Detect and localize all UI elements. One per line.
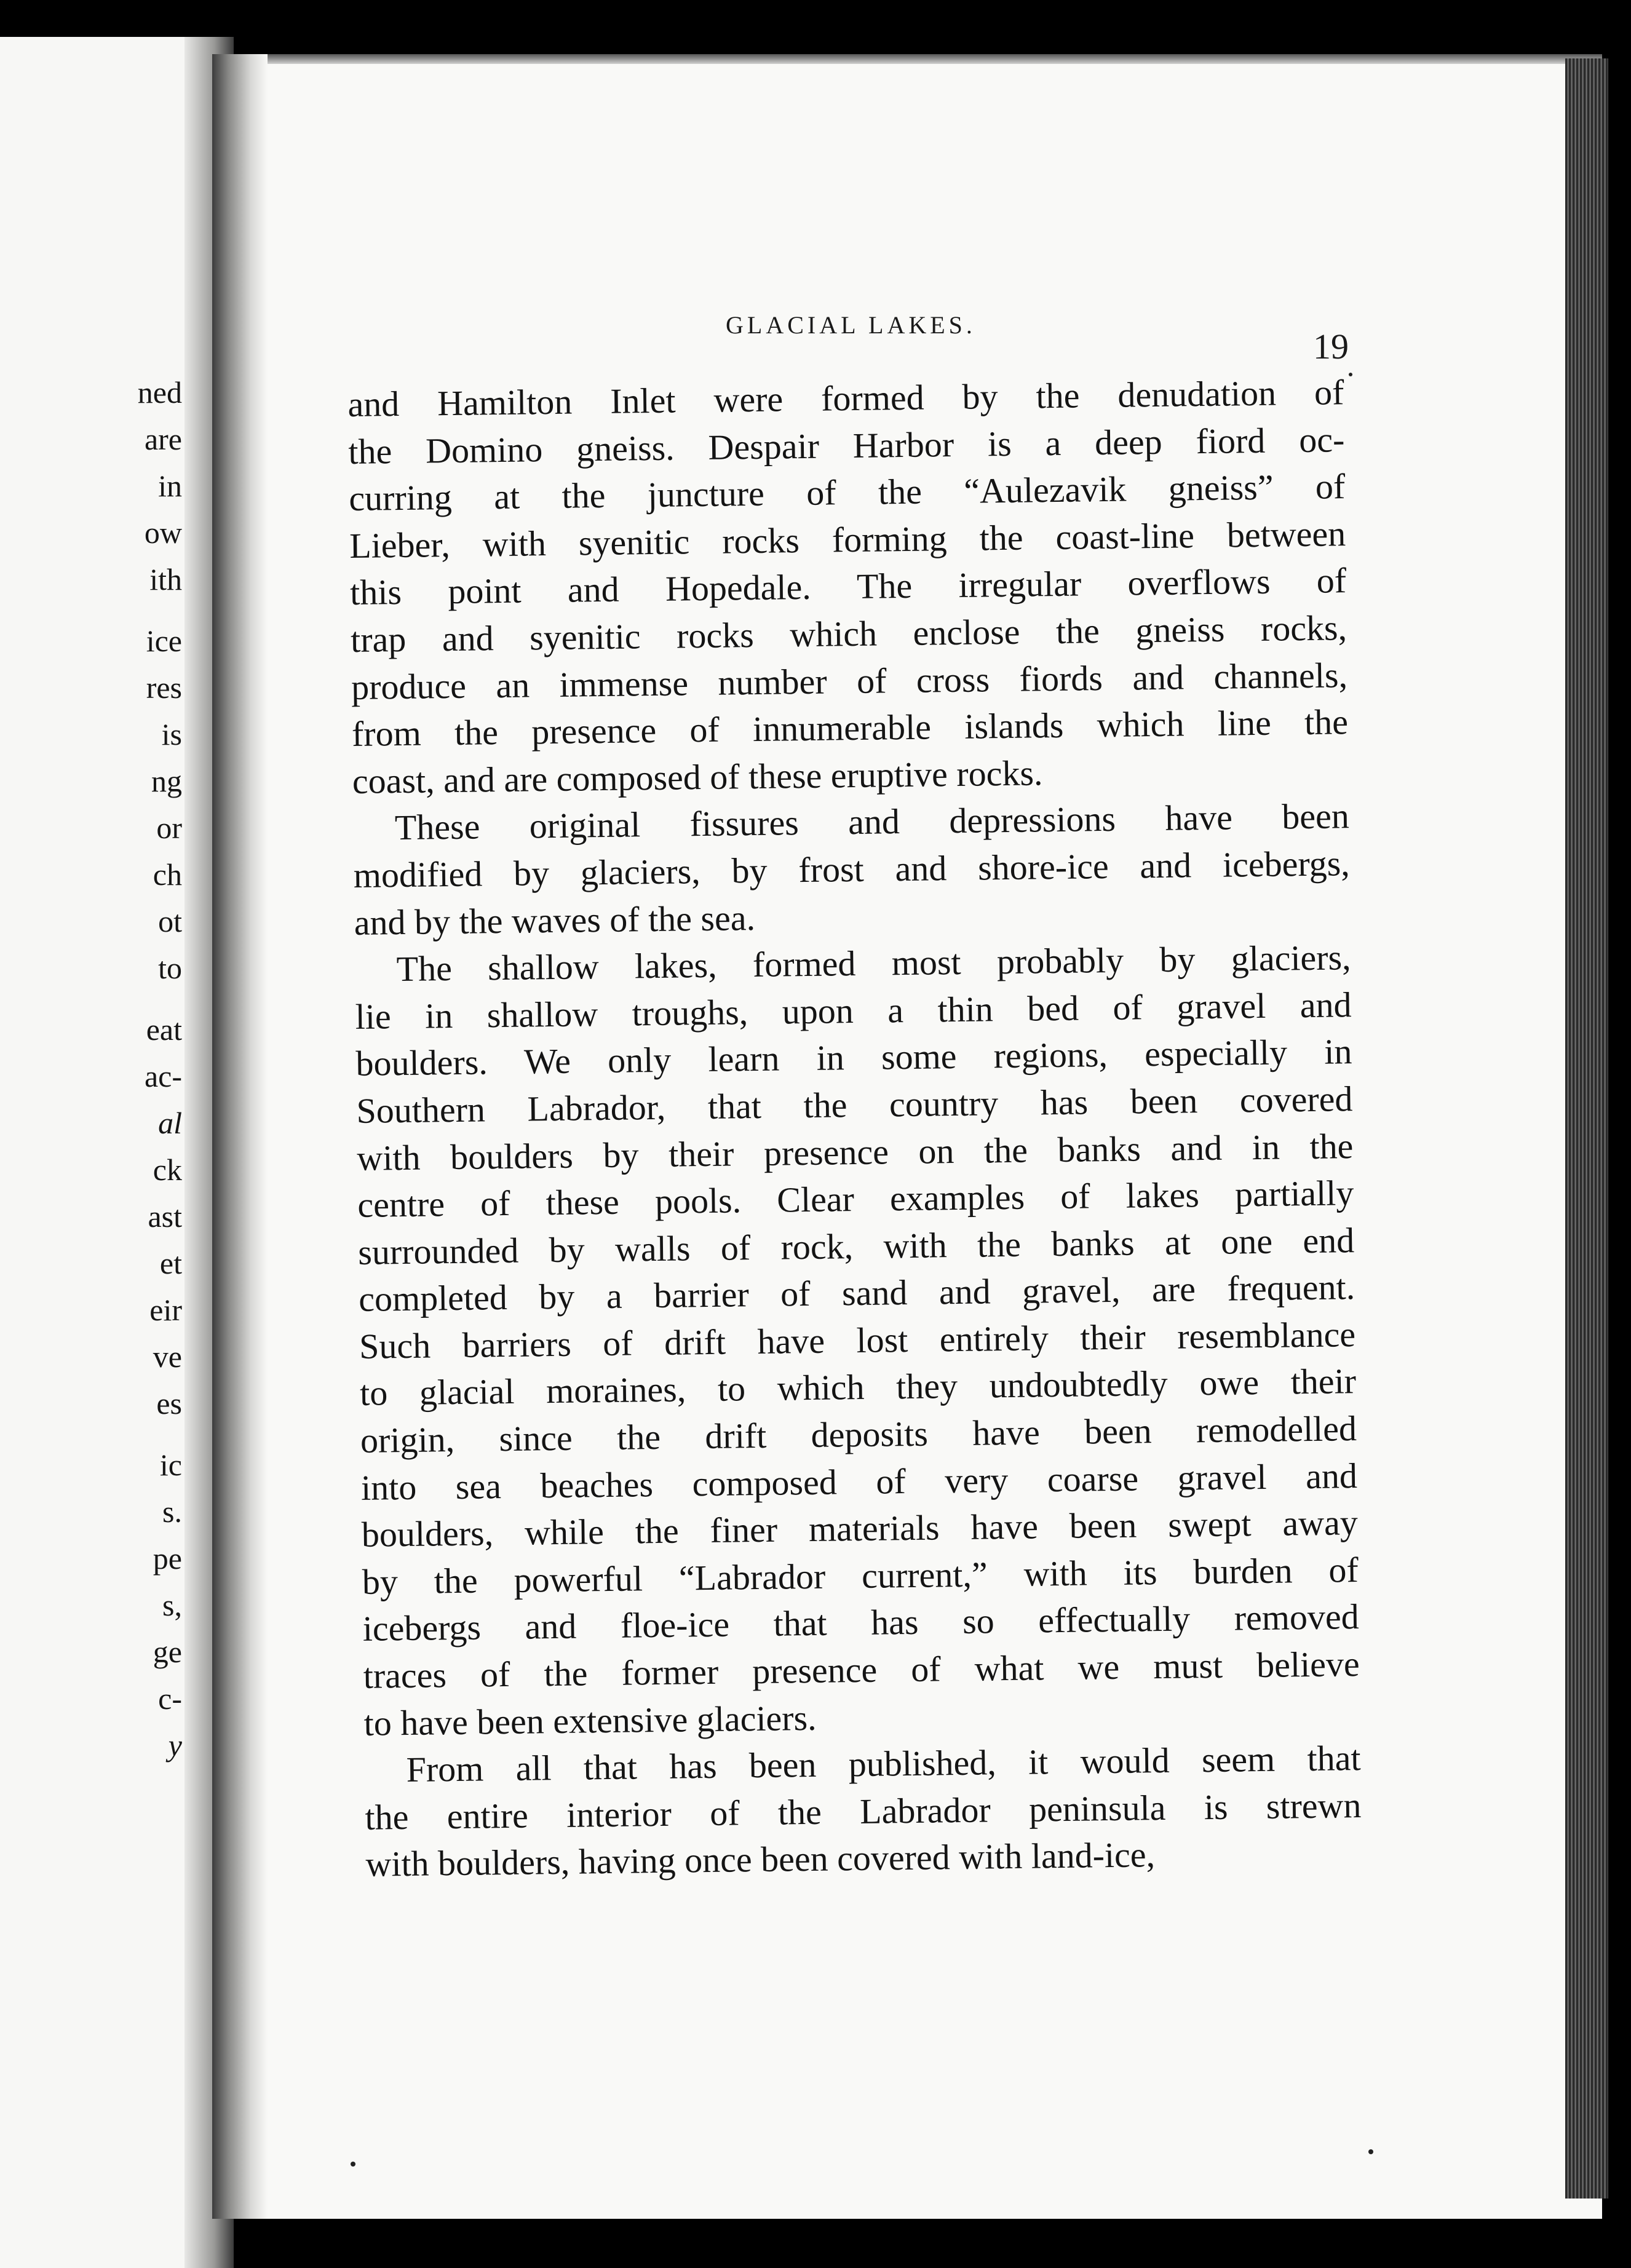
left-text-fragment: ned	[137, 375, 182, 410]
left-text-fragment: are	[144, 422, 182, 456]
text-line: coast, and are composed of these eruptive rocks.	[352, 752, 1043, 801]
text-line: and by the waves of the sea.	[354, 897, 756, 943]
text-line: to have been extensive glaciers.	[363, 1697, 817, 1743]
page-block-edge	[1565, 58, 1608, 2199]
text-line: by the powerful “Labrador current,” with its burden of	[362, 1549, 1359, 1602]
text-line: this point and Hopedale. The irregular overflows of	[349, 560, 1347, 613]
text-line: modified by glaciers, by frost and shore-ice and icebergs,	[353, 843, 1351, 895]
left-text-fragment: y	[168, 1728, 182, 1762]
left-text-fragment: ve	[153, 1339, 182, 1374]
text-line: with boulders, having once been covered with land-ice,	[365, 1834, 1156, 1885]
left-text-fragment: ac-	[144, 1059, 182, 1093]
left-text-fragment: al	[158, 1106, 182, 1140]
text-line: curring at the juncture of the “Aulezavik gneiss” of	[348, 466, 1346, 519]
left-text-fragment: s,	[162, 1588, 182, 1622]
left-text-fragment: ith	[149, 562, 182, 597]
left-text-fragment: pe	[153, 1541, 182, 1576]
left-text-fragment: ic	[159, 1448, 182, 1482]
fragment-gap	[0, 991, 185, 1006]
left-text-fragment: eat	[146, 1012, 182, 1047]
left-text-fragment: et	[159, 1246, 182, 1280]
body-text	[347, 369, 1362, 1889]
text-line: Such barriers of drift have lost entirely their resemblance	[359, 1314, 1356, 1366]
text-line: These original fissures and depressions have been	[394, 796, 1350, 848]
left-text-fragment: ck	[153, 1152, 182, 1187]
left-text-fragment: c-	[158, 1681, 182, 1716]
text-line: lie in shallow troughs, upon a thin bed of gravel and	[355, 984, 1352, 1037]
left-text-fragment: in	[158, 469, 182, 503]
left-text-fragment: ice	[146, 624, 182, 658]
page-number: 19	[1313, 327, 1349, 367]
text-line: from the presence of innumerable islands which line the	[351, 702, 1349, 755]
text-line: centre of these pools. Clear examples of lakes partially	[357, 1173, 1354, 1225]
inner-gutter-shadow	[212, 54, 268, 2219]
text-line: and Hamilton Inlet were formed by the denudation of	[347, 372, 1344, 424]
text-line: boulders. We only learn in some regions, especially in	[355, 1031, 1352, 1084]
left-text-fragment: s.	[162, 1494, 182, 1529]
running-head: GLACIAL LAKES.	[726, 311, 976, 339]
text-line: into sea beaches composed of very coarse gravel and	[360, 1455, 1358, 1508]
text-line: boulders, while the finer materials have been swept away	[361, 1502, 1359, 1555]
left-text-fragment: es	[156, 1386, 182, 1421]
left-text-fragment: ge	[153, 1635, 182, 1669]
text-line: the entire interior of the Labrador peninsula is strewn	[365, 1785, 1362, 1838]
text-line: Lieber, with syenitic rocks forming the coast-line between	[349, 513, 1346, 566]
left-text-fragment: or	[156, 811, 182, 845]
text-line: the Domino gneiss. Despair Harbor is a deep fiord oc-	[347, 419, 1345, 472]
left-text-fragment: ot	[158, 904, 182, 938]
text-line: trap and syenitic rocks which enclose the gneiss rocks,	[350, 608, 1347, 660]
left-page-text-fragments	[0, 369, 185, 1769]
text-line: produce an immense number of cross fiords and channels,	[351, 654, 1348, 707]
text-line: icebergs and floe-ice that has so effectually removed	[362, 1596, 1360, 1649]
left-text-fragment: eir	[149, 1293, 182, 1327]
left-text-fragment: ast	[148, 1199, 182, 1234]
text-line: The shallow lakes, formed most probably by glaciers,	[396, 937, 1351, 989]
text-line: origin, since the drift deposits have been remodelled	[360, 1408, 1357, 1461]
left-text-fragment: ng	[151, 764, 182, 798]
text-line: completed by a barrier of sand and gravel, are frequent.	[358, 1267, 1355, 1320]
left-text-fragment: ow	[144, 515, 182, 550]
text-line: From all that has been published, it would seem that	[406, 1738, 1361, 1790]
fragment-gap	[0, 603, 185, 617]
left-text-fragment: is	[161, 717, 182, 751]
text-line: Southern Labrador, that the country has been covered	[356, 1079, 1353, 1131]
dust-speck	[351, 2162, 355, 2167]
text-line: with boulders by their presence on the banks and in the	[357, 1125, 1354, 1178]
left-text-fragment: res	[146, 670, 182, 705]
dust-speck	[1349, 373, 1352, 376]
text-line: to glacial moraines, to which they undoubtedly owe their	[359, 1361, 1357, 1414]
fragment-gap	[0, 1427, 185, 1441]
text-line: traces of the former presence of what we must believe	[363, 1644, 1360, 1696]
dust-speck	[1368, 2149, 1373, 2154]
left-text-fragment: to	[158, 951, 182, 985]
page-top-edge	[212, 54, 1602, 64]
text-line: surrounded by walls of rock, with the banks at one end	[357, 1219, 1355, 1272]
left-text-fragment: ch	[153, 857, 182, 892]
